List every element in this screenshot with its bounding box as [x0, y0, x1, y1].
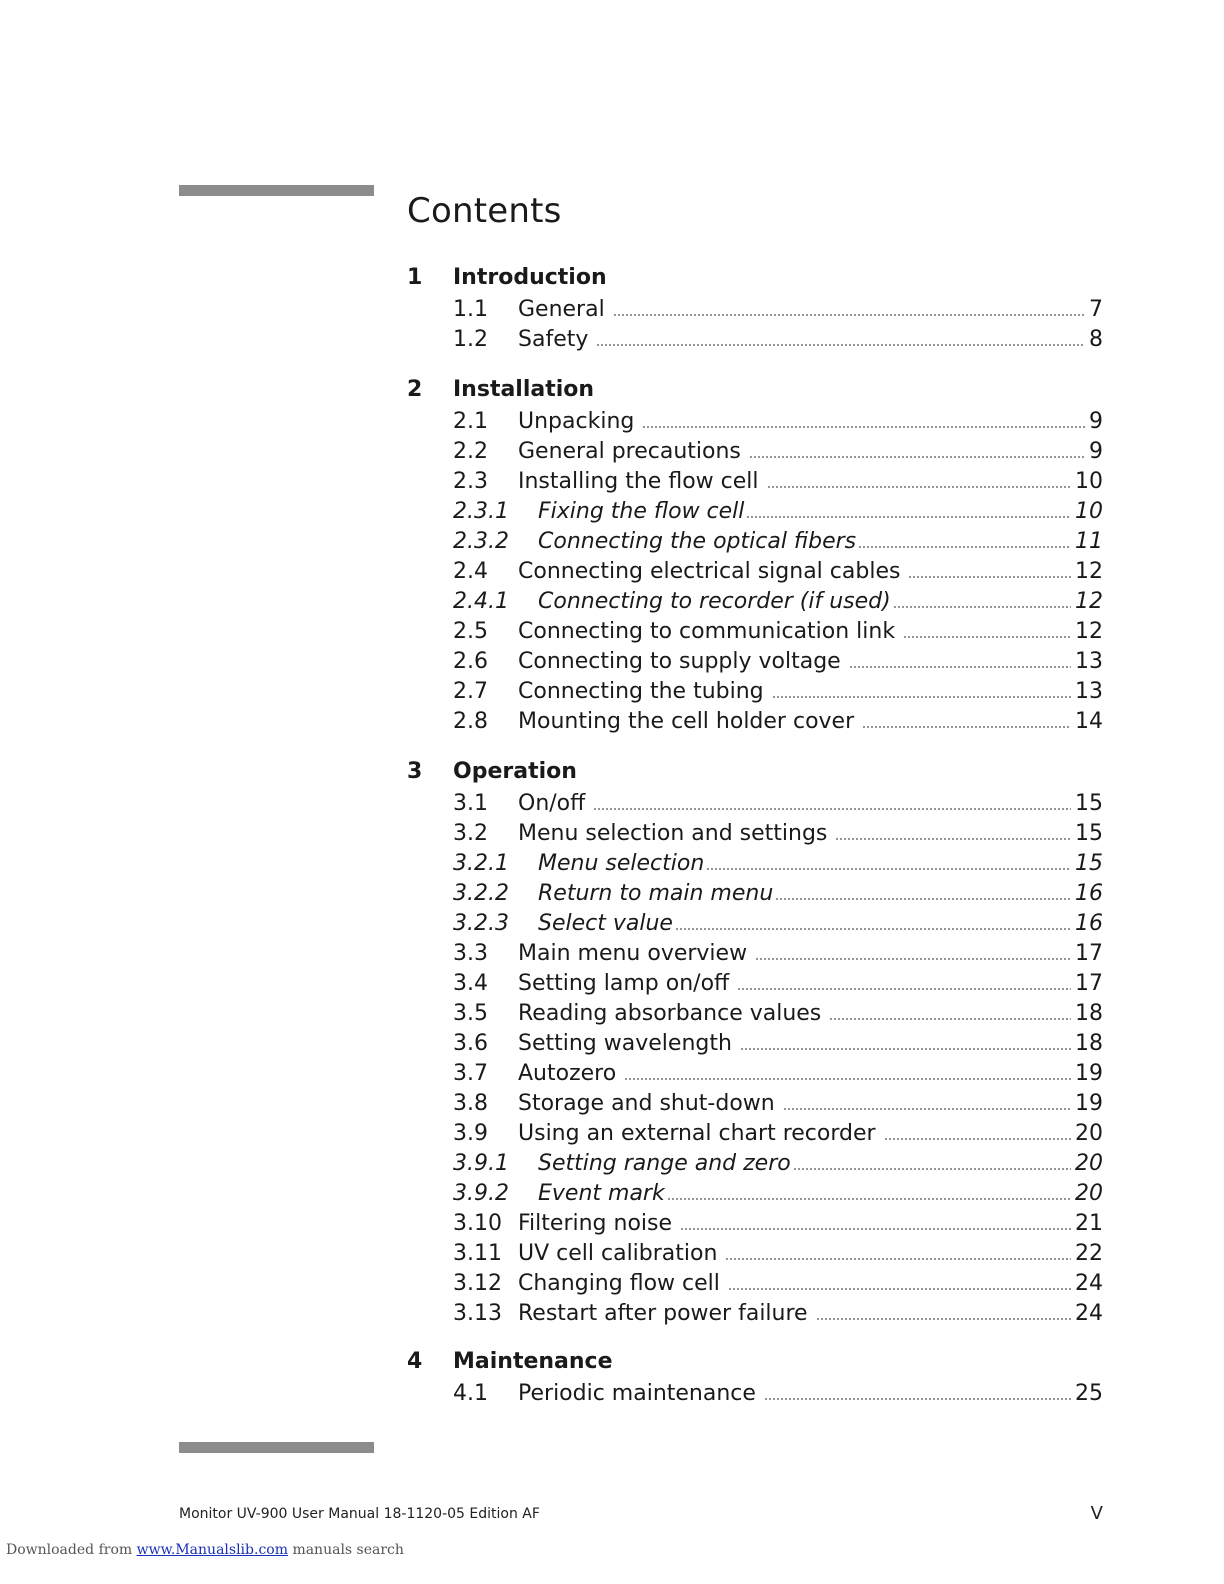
section-title: Connecting electrical signal cables: [518, 559, 901, 584]
dot-leader: [593, 808, 1071, 810]
toc-section-entry[interactable]: [453, 1381, 1103, 1411]
chapter-number: 2: [407, 377, 423, 402]
manualslib-link[interactable]: www.Manualslib.com: [136, 1542, 288, 1558]
toc-section-entry[interactable]: [453, 1091, 1103, 1121]
toc-subsection-entry[interactable]: [453, 1151, 1103, 1181]
toc-section-entry[interactable]: [453, 709, 1103, 739]
section-number: 2.3.1: [453, 499, 509, 524]
section-title: Autozero: [518, 1061, 617, 1086]
page-ref: 13: [1075, 649, 1103, 674]
section-number: 2.3.2: [453, 529, 509, 554]
section-number: 2.4: [453, 559, 488, 584]
section-number: 2.1: [453, 409, 488, 434]
section-title: Unpacking: [518, 409, 635, 434]
page-ref: 10: [1075, 499, 1103, 524]
download-prefix: Downloaded from: [6, 1542, 133, 1558]
dot-leader: [793, 1168, 1071, 1170]
page-ref: 16: [1075, 911, 1103, 936]
page-ref: 17: [1075, 941, 1103, 966]
page-ref: 19: [1075, 1061, 1103, 1086]
section-number: 3.6: [453, 1031, 488, 1056]
toc-subsection-entry[interactable]: [453, 529, 1103, 559]
section-number: 3.13: [453, 1301, 502, 1326]
dot-leader: [849, 666, 1071, 668]
section-title: Restart after power failure: [518, 1301, 808, 1326]
page-ref: 21: [1075, 1211, 1103, 1236]
toc-chapter[interactable]: [407, 1349, 1103, 1379]
section-number: 2.3: [453, 469, 488, 494]
toc-subsection-entry[interactable]: [453, 1181, 1103, 1211]
section-number: 3.9.2: [453, 1181, 509, 1206]
page-ref: 24: [1075, 1301, 1103, 1326]
toc-section-entry[interactable]: [453, 619, 1103, 649]
dot-leader: [740, 1048, 1071, 1050]
toc-subsection-entry[interactable]: [453, 851, 1103, 881]
section-title: Setting wavelength: [518, 1031, 732, 1056]
chapter-title: Introduction: [453, 265, 607, 290]
page-ref: 15: [1075, 821, 1103, 846]
toc-section-entry[interactable]: [453, 1301, 1103, 1331]
page-ref: 24: [1075, 1271, 1103, 1296]
toc-section-entry[interactable]: [453, 791, 1103, 821]
page-ref: 20: [1075, 1181, 1103, 1206]
chapter-title: Operation: [453, 759, 577, 784]
dot-leader: [596, 344, 1085, 346]
section-number: 2.5: [453, 619, 488, 644]
dot-leader: [829, 1018, 1071, 1020]
toc-section-entry[interactable]: [453, 971, 1103, 1001]
section-title: Return to main menu: [538, 881, 774, 906]
section-title: Safety: [518, 327, 589, 352]
toc-section-entry[interactable]: [453, 559, 1103, 589]
chapter-title: Installation: [453, 377, 595, 402]
dot-leader: [764, 1398, 1071, 1400]
section-number: 3.2: [453, 821, 488, 846]
dot-leader: [706, 868, 1071, 870]
download-suffix: manuals search: [292, 1542, 404, 1558]
dot-leader: [775, 898, 1071, 900]
page-ref: 15: [1075, 851, 1103, 876]
toc-section-entry[interactable]: [453, 941, 1103, 971]
dot-leader: [908, 576, 1071, 578]
section-title: Setting lamp on/off: [518, 971, 730, 996]
section-title: Connecting the tubing: [518, 679, 764, 704]
page-ref: 18: [1075, 1031, 1103, 1056]
footer-text: Monitor UV-900 User Manual 18-1120-05 Edition AF: [179, 1506, 540, 1522]
section-title: Reading absorbance values: [518, 1001, 822, 1026]
dot-leader: [680, 1228, 1071, 1230]
toc-section-entry[interactable]: [453, 821, 1103, 851]
dot-leader: [772, 696, 1071, 698]
dot-leader: [816, 1318, 1071, 1320]
page-number: V: [1090, 1503, 1103, 1524]
section-title: Fixing the flow cell: [538, 499, 745, 524]
page-title: Contents: [407, 191, 562, 231]
toc-section-entry[interactable]: [453, 1121, 1103, 1151]
chapter-number: 1: [407, 265, 423, 290]
chapter-title: Maintenance: [453, 1349, 613, 1374]
toc-section-entry[interactable]: [453, 1061, 1103, 1091]
section-title: On/off: [518, 791, 586, 816]
section-title: Select value: [538, 911, 673, 936]
section-title: Connecting to recorder (if used): [538, 589, 891, 614]
section-title: Installing the flow cell: [518, 469, 759, 494]
toc-section-entry[interactable]: [453, 439, 1103, 469]
section-title: Setting range and zero: [538, 1151, 791, 1176]
section-number: 3.8: [453, 1091, 488, 1116]
dot-leader: [667, 1198, 1071, 1200]
dot-leader: [737, 988, 1071, 990]
dot-leader: [749, 456, 1085, 458]
toc-subsection-entry[interactable]: [453, 911, 1103, 941]
toc-subsection-entry[interactable]: [453, 881, 1103, 911]
section-number: 1.1: [453, 297, 488, 322]
section-number: 3.3: [453, 941, 488, 966]
toc-section-entry[interactable]: [453, 1271, 1103, 1301]
page-ref: 16: [1075, 881, 1103, 906]
section-title: General: [518, 297, 605, 322]
section-number: 2.7: [453, 679, 488, 704]
toc-section-entry[interactable]: [453, 327, 1103, 357]
section-title: Menu selection and settings: [518, 821, 828, 846]
section-title: Storage and shut-down: [518, 1091, 775, 1116]
dot-leader: [675, 928, 1071, 930]
toc-section-entry[interactable]: [453, 679, 1103, 709]
dot-leader: [767, 486, 1072, 488]
dot-leader: [862, 726, 1071, 728]
toc-section-entry[interactable]: [453, 1241, 1103, 1271]
page-ref: 12: [1075, 559, 1103, 584]
page-ref: 18: [1075, 1001, 1103, 1026]
section-title: UV cell calibration: [518, 1241, 718, 1266]
dot-leader: [613, 314, 1085, 316]
toc-chapter[interactable]: [407, 759, 1103, 789]
page-ref: 15: [1075, 791, 1103, 816]
page-ref: 12: [1075, 589, 1103, 614]
section-number: 3.9.1: [453, 1151, 509, 1176]
toc-section-entry[interactable]: [453, 409, 1103, 439]
section-title: Connecting the optical fibers: [538, 529, 857, 554]
dot-leader: [783, 1108, 1071, 1110]
toc-chapter[interactable]: [407, 377, 1103, 407]
section-title: Filtering noise: [518, 1211, 673, 1236]
section-title: Changing flow cell: [518, 1271, 720, 1296]
dot-leader: [642, 426, 1085, 428]
toc-section-entry[interactable]: [453, 469, 1103, 499]
section-number: 3.9: [453, 1121, 488, 1146]
page-ref: 19: [1075, 1091, 1103, 1116]
dot-leader: [624, 1078, 1071, 1080]
section-title: Connecting to supply voltage: [518, 649, 841, 674]
section-title: Mounting the cell holder cover: [518, 709, 855, 734]
toc-subsection-entry[interactable]: [453, 589, 1103, 619]
toc-section-entry[interactable]: [453, 1211, 1103, 1241]
section-number: 3.11: [453, 1241, 502, 1266]
section-number: 3.5: [453, 1001, 488, 1026]
page-ref: 13: [1075, 679, 1103, 704]
section-title: Event mark: [538, 1181, 665, 1206]
footer-rule: [179, 1442, 374, 1453]
section-title: Periodic maintenance: [518, 1381, 756, 1406]
toc-section-entry[interactable]: [453, 1031, 1103, 1061]
section-title: Main menu overview: [518, 941, 748, 966]
toc-section-entry[interactable]: [453, 297, 1103, 327]
section-number: 3.1: [453, 791, 488, 816]
page-ref: 10: [1075, 469, 1103, 494]
toc-section-entry[interactable]: [453, 1001, 1103, 1031]
dot-leader: [746, 516, 1071, 518]
page-ref: 9: [1089, 409, 1103, 434]
page-ref: 14: [1075, 709, 1103, 734]
dot-leader: [903, 636, 1071, 638]
section-number: 4.1: [453, 1381, 488, 1406]
section-title: Menu selection: [538, 851, 705, 876]
toc-chapter[interactable]: [407, 265, 1103, 295]
page-ref: 22: [1075, 1241, 1103, 1266]
dot-leader: [755, 958, 1071, 960]
section-number: 2.4.1: [453, 589, 509, 614]
section-title: General precautions: [518, 439, 741, 464]
page-ref: 20: [1075, 1121, 1103, 1146]
section-number: 3.2.1: [453, 851, 509, 876]
chapter-number: 4: [407, 1349, 423, 1374]
section-number: 3.4: [453, 971, 488, 996]
section-number: 2.8: [453, 709, 488, 734]
section-number: 3.12: [453, 1271, 502, 1296]
page-ref: 7: [1089, 297, 1103, 322]
header-rule: [179, 185, 374, 196]
dot-leader: [858, 546, 1071, 548]
download-notice: [6, 1542, 404, 1558]
section-number: 3.10: [453, 1211, 502, 1236]
section-number: 2.2: [453, 439, 488, 464]
dot-leader: [728, 1288, 1071, 1290]
section-number: 1.2: [453, 327, 488, 352]
toc-subsection-entry[interactable]: [453, 499, 1103, 529]
page-ref: 20: [1075, 1151, 1103, 1176]
dot-leader: [893, 606, 1071, 608]
section-number: 3.2.3: [453, 911, 509, 936]
section-title: Connecting to communication link: [518, 619, 896, 644]
section-number: 3.2.2: [453, 881, 509, 906]
page-ref: 9: [1089, 439, 1103, 464]
dot-leader: [884, 1138, 1071, 1140]
section-number: 2.6: [453, 649, 488, 674]
dot-leader: [725, 1258, 1071, 1260]
page-ref: 11: [1075, 529, 1103, 554]
dot-leader: [835, 838, 1071, 840]
chapter-number: 3: [407, 759, 423, 784]
section-number: 3.7: [453, 1061, 488, 1086]
page-ref: 8: [1089, 327, 1103, 352]
page-ref: 25: [1075, 1381, 1103, 1406]
section-title: Using an external chart recorder: [518, 1121, 876, 1146]
page-ref: 17: [1075, 971, 1103, 996]
page-ref: 12: [1075, 619, 1103, 644]
toc-section-entry[interactable]: [453, 649, 1103, 679]
